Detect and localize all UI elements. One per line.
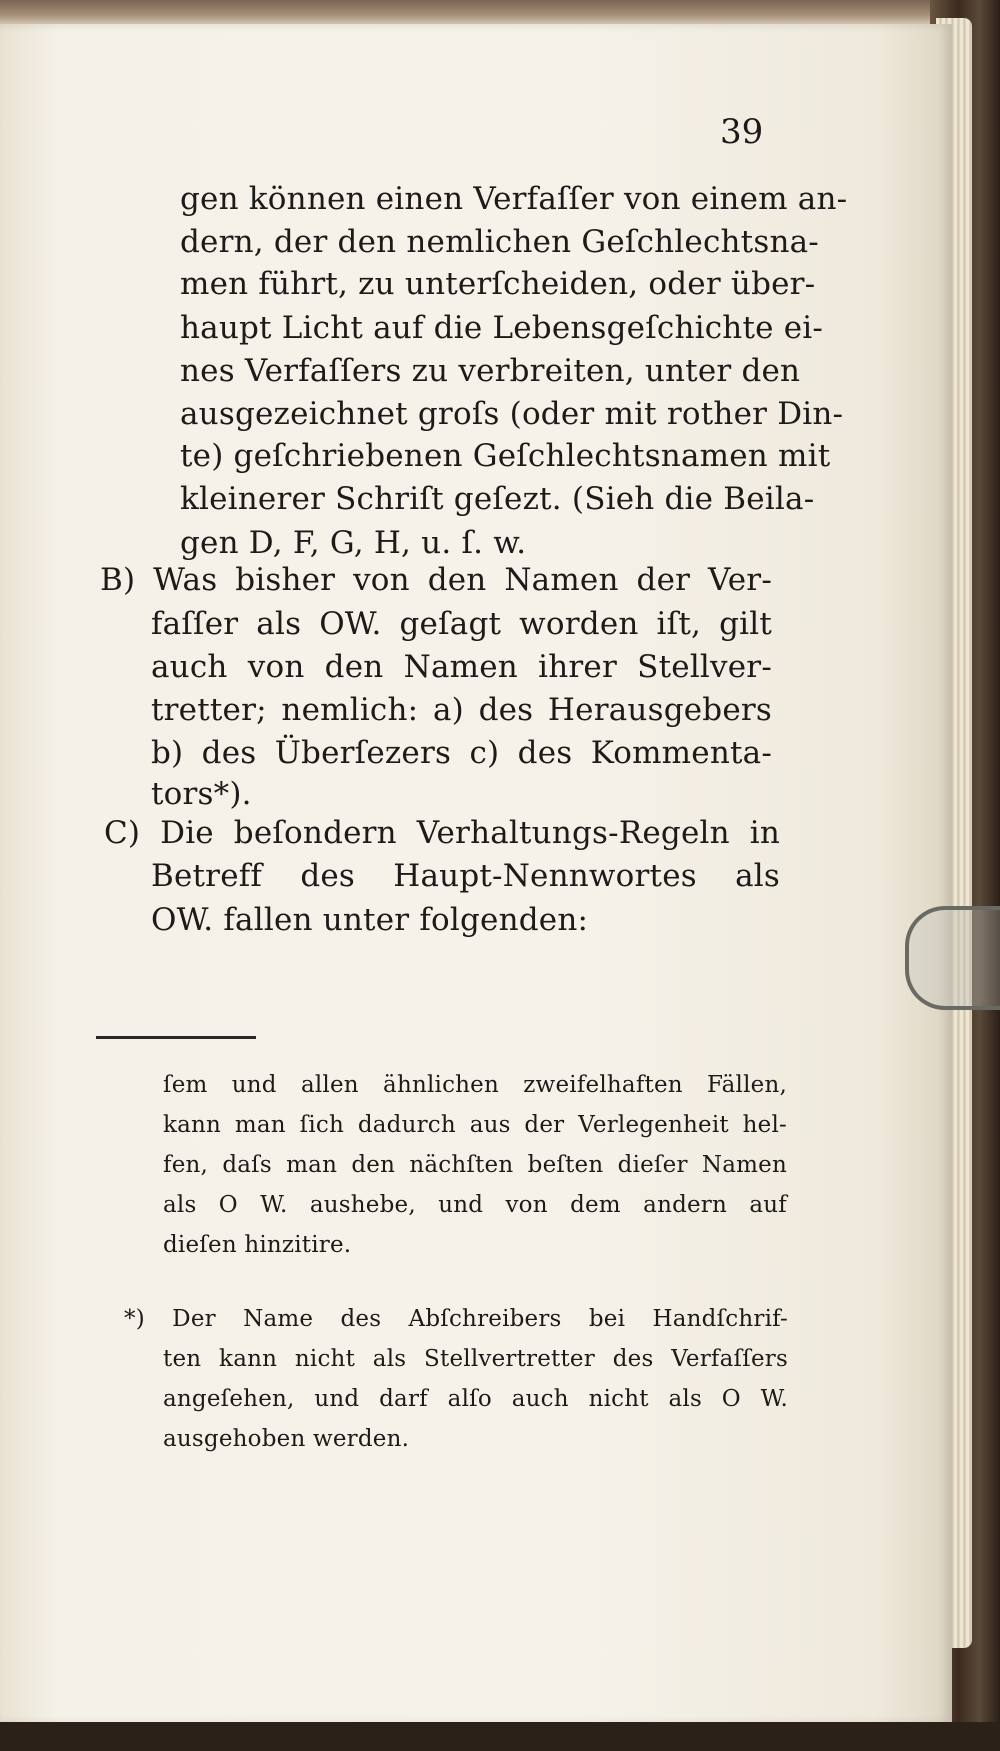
text-line: haupt Licht auf die Lebensgeſchichte ei-	[180, 310, 824, 346]
text-line: tretter; nemlich: a) des Herausgebers	[151, 692, 772, 728]
footnote-line: ten kann nicht als Stellvertretter des Verfaſſers	[163, 1346, 788, 1372]
text-line: tors*).	[151, 776, 252, 812]
text-line: b) des Überſezers c) des Kommenta-	[151, 735, 772, 771]
footnote-line: dieſen hinzitire.	[163, 1232, 352, 1258]
page-number: 39	[720, 112, 764, 152]
text-line: faſſer als OW. geſagt worden iſt, gilt	[151, 606, 772, 642]
text-line: auch von den Namen ihrer Stellver-	[151, 649, 772, 685]
footnote-line: angeſehen, und darf alſo auch nicht als O W.	[163, 1386, 788, 1412]
page-clip	[905, 906, 1000, 1010]
footnote-line: ſem und allen ähnlichen zweifelhaften Fällen,	[163, 1072, 787, 1098]
footnote-line: ausgehoben werden.	[163, 1426, 410, 1452]
footnote-line: fen, daſs man den nächſten beſten dieſer Namen	[163, 1152, 787, 1178]
text-line: OW. fallen unter folgenden:	[151, 902, 589, 938]
text-line: ausgezeichnet groſs (oder mit rother Din-	[180, 396, 844, 432]
text-line: gen können einen Verfaſſer von einem an-	[180, 181, 848, 217]
book-bottom-edge	[0, 1722, 1000, 1751]
footnote-line: als O W. aushebe, und von dem andern auf	[163, 1192, 787, 1218]
footnote-line: kann man ſich dadurch aus der Verlegenheit hel-	[163, 1112, 787, 1138]
book-top-edge	[0, 0, 940, 26]
text-line: nes Verfaſſers zu verbreiten, unter den	[180, 353, 801, 389]
text-line: men führt, zu unterſcheiden, oder über-	[180, 266, 816, 302]
text-line: Betreff des Haupt-Nennwortes als	[151, 858, 780, 894]
text-line: gen D, F, G, H, u. ſ. w.	[180, 525, 527, 561]
section-c-line: C) Die beſondern Verhaltungs-Regeln in	[104, 815, 780, 851]
text-line: dern, der den nemlichen Geſchlechtsna-	[180, 224, 819, 260]
text-line: te) geſchriebenen Geſchlechtsnamen mit	[180, 438, 831, 474]
text-line: kleinerer Schriſt geſezt. (Sieh die Beila-	[180, 481, 815, 517]
section-b-line: B) Was bisher von den Namen der Ver-	[100, 562, 772, 598]
footnote-star-line: *) Der Name des Abſchreibers bei Handſchrif-	[124, 1306, 788, 1332]
footnote-separator	[96, 1036, 256, 1039]
